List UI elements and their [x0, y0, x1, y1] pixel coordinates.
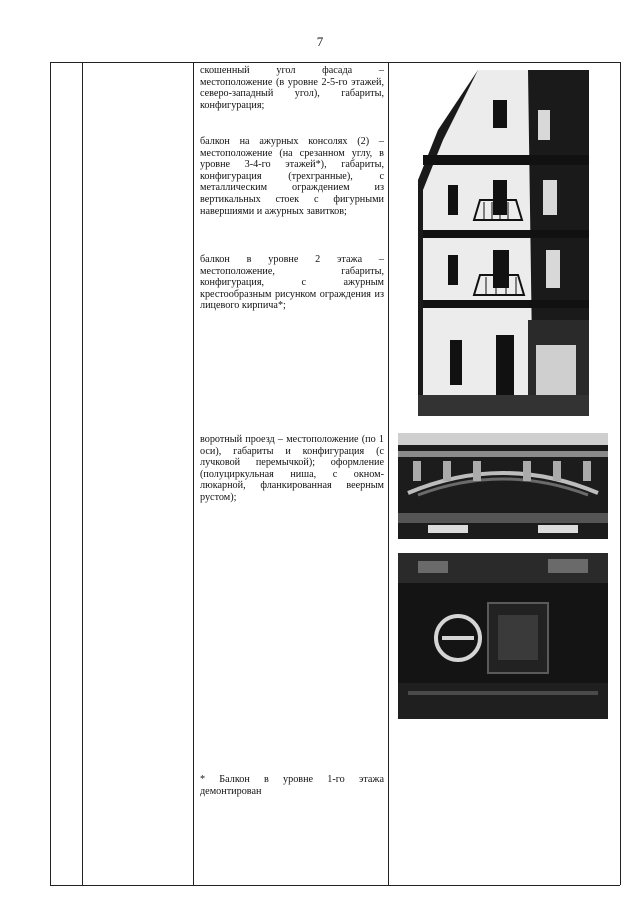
page-number: 7: [316, 34, 324, 49]
description-paragraph: скошенный угол фасада – местоположение (в уровне 2-5-го этажей, северо-западный угол), габариты, конфигурация;: [200, 65, 384, 111]
description-paragraph: воротный проезд – местоположение (по 1 оси), габариты и конфигурация (с лучковой перемычкой); оформление (полуциркульная ниша, с окном-люкарной, фланкированная веерным рустом);: [200, 434, 384, 503]
table-border-right: [620, 62, 621, 885]
table-border-left: [50, 62, 51, 885]
table-border-top: [50, 62, 620, 63]
table-border-bottom: [50, 885, 620, 886]
footnote: * Балкон в уровне 1-го этажа демонтирован: [200, 774, 384, 797]
heritage-table: [50, 62, 620, 885]
column-divider: [193, 62, 194, 885]
description-paragraph: балкон в уровне 2 этажа – местоположение, габариты, конфигурация, с ажурным крестообразным рисунком ограждения из лицевого кирпича*;: [200, 254, 384, 312]
column-divider: [82, 62, 83, 885]
description-paragraph: балкон на ажурных консолях (2) – местоположение (на срезанном углу, в уровне 3-4-го этажей*), габариты, конфигурация (трехгранные), с металлическим ограждением из вертикальных стоек с фигурными навершиями и ажурных завитков;: [200, 136, 384, 217]
column-divider: [388, 62, 389, 885]
corner-facade-photo: [418, 70, 589, 416]
gate-niche-photo: [398, 553, 608, 719]
gate-passage-photo: [398, 433, 608, 539]
